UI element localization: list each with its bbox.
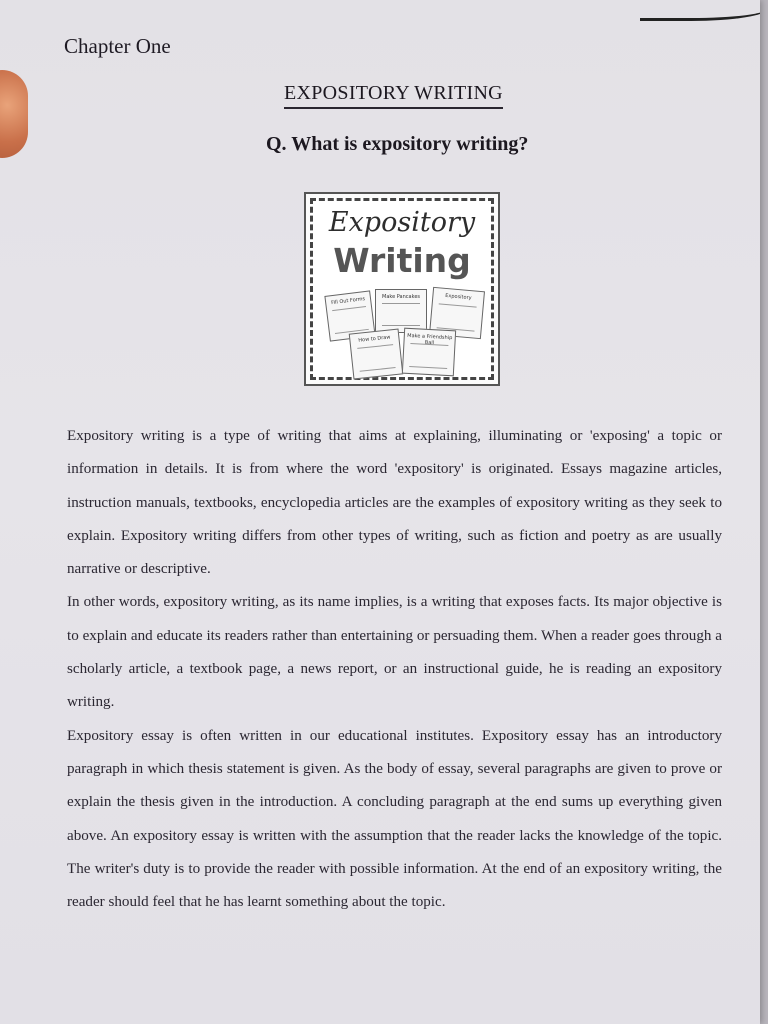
image-title-line2: Writing [333,241,471,280]
image-title-line1: Expository [328,207,476,238]
paragraph: Expository writing is a type of writing that aims at explaining, illuminating or 'exposing' a topic or information in details. It is from where the word 'expository' is originated. Essays magazine articles, instruction manuals, textbooks, encyclopedia articles are the examples of expository writing as they seek to explain. Expository writing differs from other types of writing, such as fiction and poetry as are usually narrative or descriptive. [67,428,722,578]
page-edge [640,0,760,21]
paragraph: In other words, expository writing, as its name implies, is a writing that exposes facts. Its major objective is to explain and educate its readers rather than entertaining or persuading them. When a reader goes through a scholarly article, a textbook page, a news report, or an instructional guide, he is reading an expository writing. [67,594,722,711]
worksheet-card: Make a Friendship Ball [402,328,456,377]
image-frame [310,198,494,380]
worksheet-card: Make Pancakes [375,289,427,333]
page-title: EXPOSITORY WRITING [284,82,503,109]
paragraph: Expository essay is often written in our educational institutes. Expository essay has an introductory paragraph in which thesis statement is given. As the body of essay, several paragraphs are given to prove or explain the thesis given in the introduction. A concluding paragraph at the end sums up everything given above. An expository essay is written with the assumption that the reader lacks the knowledge of the topic. The writer's duty is to provide the reader with possible information. At the end of an expository writing, the reader should feel that he has learnt something about the topic. [67,727,722,911]
worksheet-card: How to Draw [349,329,404,380]
question-heading: Q. What is expository writing? [266,133,529,155]
finger-thumb [0,70,28,158]
expository-writing-image [304,192,500,386]
worksheet-card: Fill Out Forms [324,290,375,341]
worksheet-card: Expository [429,287,485,339]
body-text [67,420,722,919]
chapter-heading: Chapter One [64,34,171,58]
